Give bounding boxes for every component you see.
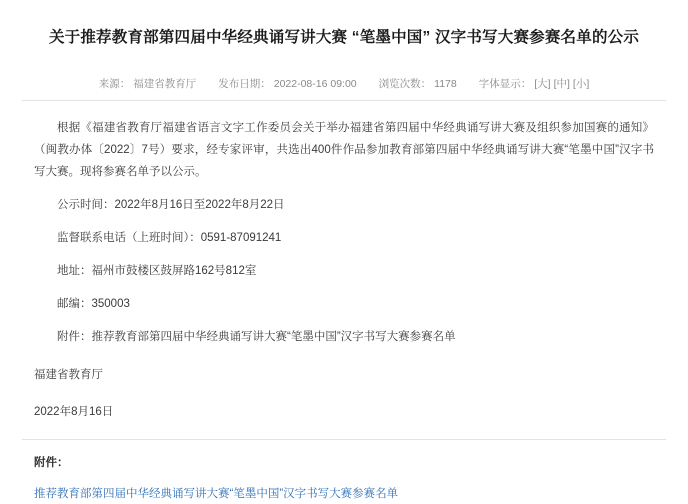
font-size-medium-button[interactable]: [中] <box>553 77 570 90</box>
meta-views-value: 1178 <box>434 77 457 90</box>
article-body <box>20 101 668 425</box>
meta-source <box>99 76 197 91</box>
postal-code: 邮编：350003 <box>57 297 130 310</box>
font-size-large-button[interactable]: [大] <box>534 77 551 90</box>
attachment-section <box>20 440 668 504</box>
supervision-phone: 监督联系电话（上班时间）：0591-87091241 <box>57 231 282 244</box>
font-size-small-button[interactable]: [小] <box>572 77 590 90</box>
address: 地址：福州市鼓楼区鼓屏路162号812室 <box>57 264 257 277</box>
meta-date-value: 2022-08-16 09:00 <box>273 77 357 90</box>
meta-date <box>218 76 356 91</box>
meta-date-label: 发布日期： <box>218 77 271 90</box>
signature-date: 2022年8月16日 <box>34 405 114 418</box>
article-page <box>0 10 688 500</box>
attachment-label: 附件： <box>34 456 69 469</box>
body-paragraph: 根据《福建省教育厅福建省语言文字工作委员会关于举办福建省第四届中华经典诵写讲大赛及组织参加国赛的通知》（闽教办体〔2022〕7号）要求，经专家评审，共选出400件作品参加教育部第四届中华经典诵写讲大赛“笔墨中国”汉字书写大赛。现将参赛名单予以公示。 <box>34 121 654 178</box>
meta-views-label: 浏览次数： <box>378 77 432 90</box>
attachment-link[interactable]: 推荐教育部第四届中华经典诵写讲大赛“笔墨中国”汉字书写大赛参赛名单 <box>34 487 399 500</box>
notice-period: 公示时间：2022年8月16日至2022年8月22日 <box>57 198 285 211</box>
article-meta-bar <box>20 68 668 100</box>
page-title: 关于推荐教育部第四届中华经典诵写讲大赛 “笔墨中国” 汉字书写大赛参赛名单的公示 <box>48 29 640 47</box>
font-size-control <box>479 76 590 91</box>
meta-source-value: 福建省教育厅 <box>133 77 197 90</box>
meta-views <box>379 76 457 91</box>
meta-source-label: 来源： <box>98 77 131 90</box>
font-size-label: 字体显示： <box>478 77 532 90</box>
signature-organization: 福建省教育厅 <box>34 368 103 381</box>
attachment-note: 附件：推荐教育部第四届中华经典诵写讲大赛“笔墨中国”汉字书写大赛参赛名单 <box>57 330 456 343</box>
